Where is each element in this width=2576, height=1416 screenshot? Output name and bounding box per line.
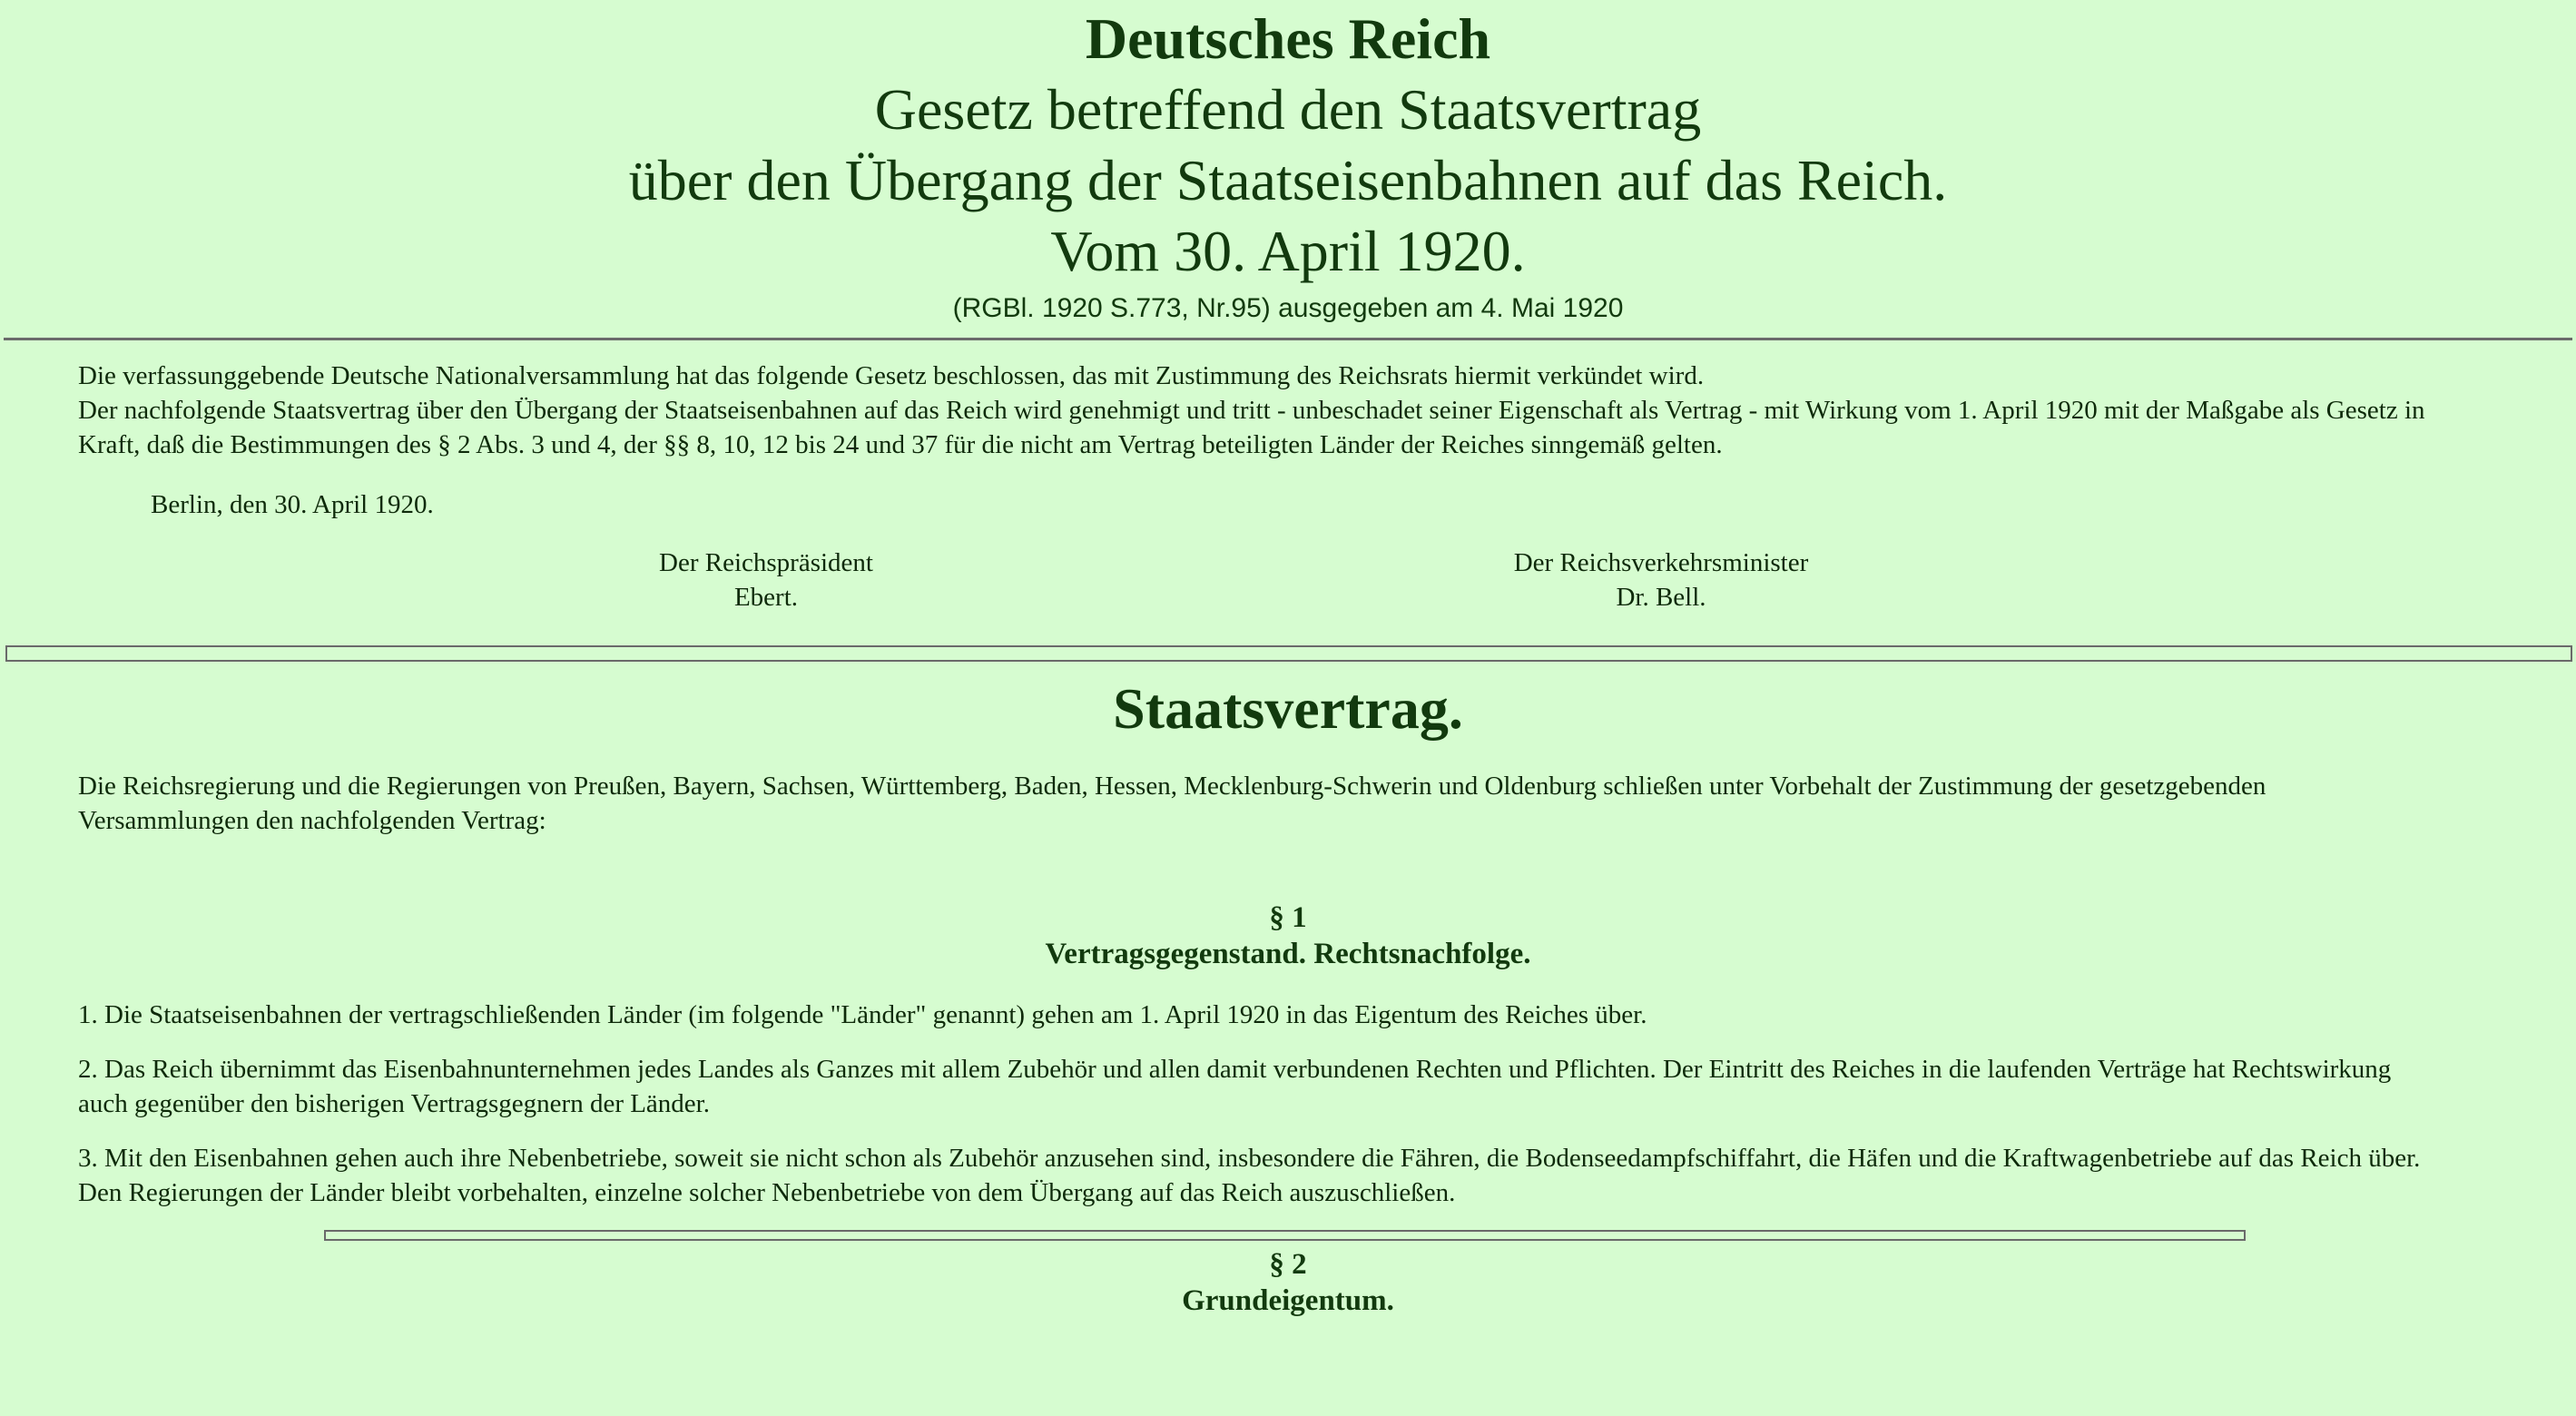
section-heading: Grundeigentum. (1182, 1284, 1394, 1317)
section-1-header (0, 900, 2576, 972)
signature-minister (1389, 546, 1933, 615)
document-header (0, 0, 2576, 327)
place-and-date: Berlin, den 30. April 1920. (151, 490, 434, 519)
signature-title: Der Reichspräsident (659, 548, 873, 577)
signature-name: Dr. Bell. (1616, 583, 1706, 612)
enactment-line-2: Der nachfolgende Staatsvertrag über den Übergang der Staatseisenbahnen auf das Reich wird genehmigt und tritt - unbeschadet seiner Eigenschaft als Vertrag - mit Wirkung vom 1. April 1920 mit der Maßgabe als Gesetz in Kraft, daß die Bestimmungen des § 2 Abs. 3 und 4, der §§ 8, 10, 12 bis 24 und 37 für die nicht am Vertrag beteiligten Länder der Reiches sinngemäß gelten. (78, 396, 2425, 459)
clause-2: 2. Das Reich übernimmt das Eisenbahnunternehmen jedes Landes als Ganzes mit allem Zubehör und allen damit verbundenen Rechten und Pflichten. Der Eintritt des Reiches in die laufenden Verträge hat Rechtswirkung auch gegenüber den bisherigen Vertragsgegnern der Länder. (78, 1055, 2392, 1118)
publication-source: (RGBl. 1920 S.773, Nr.95) ausgegeben am 4. Mai 1920 (952, 293, 1624, 323)
section-heading: Vertragsgegenstand. Rechtsnachfolge. (1045, 938, 1531, 970)
section-divider (5, 645, 2572, 662)
law-title-line-2: über den Übergang der Staatseisenbahnen auf das Reich. (628, 148, 1948, 212)
clause-3: 3. Mit den Eisenbahnen gehen auch ihre Nebenbetriebe, soweit sie nicht schon als Zubehör anzusehen sind, insbesondere die Fähren, die Bodenseedampfschiffahrt, die Häfen und die Kraftwagenbetriebe auf das Reich über. Den Regierungen der Länder bleibt vorbehalten, einzelne solcher Nebenbetriebe von dem Übergang auf das Reich auszuschließen. (78, 1144, 2421, 1207)
paragraph-divider (324, 1230, 2246, 1241)
enactment-text (78, 340, 2440, 462)
signature-title: Der Reichsverkehrsminister (1513, 548, 1809, 577)
treaty-title: Staatsvertrag. (1113, 676, 1463, 741)
clause-1: 1. Die Staatseisenbahnen der vertragschließenden Länder (im folgende "Länder" genannt) gehen am 1. April 1920 in das Eigentum des Reiches über. (78, 1000, 1647, 1029)
country-title: Deutsches Reich (1085, 6, 1491, 71)
section-2-header (0, 1246, 2576, 1319)
signature-name: Ebert. (733, 583, 799, 612)
enactment-line-1: Die verfassunggebende Deutsche Nationalversammlung hat das folgende Gesetz beschlossen, das mit Zustimmung des Reichsrats hiermit verkündet wird. (78, 361, 1705, 390)
law-date: Vom 30. April 1920. (1050, 219, 1526, 283)
section-number: § 2 (1269, 1248, 1307, 1281)
signature-president (494, 546, 1038, 615)
section-number: § 1 (1269, 901, 1307, 934)
law-title-line-1: Gesetz betreffend den Staatsvertrag (874, 77, 1702, 142)
signature-block (0, 546, 2576, 618)
treaty-preamble: Die Reichsregierung und die Regierungen von Preußen, Bayern, Sachsen, Württemberg, Baden, Hessen, Mecklenburg-Schwerin und Oldenburg schließen unter Vorbehalt der Zustimmung der gesetzgebenden Versammlungen den nachfolgenden Vertrag: (78, 772, 2266, 835)
